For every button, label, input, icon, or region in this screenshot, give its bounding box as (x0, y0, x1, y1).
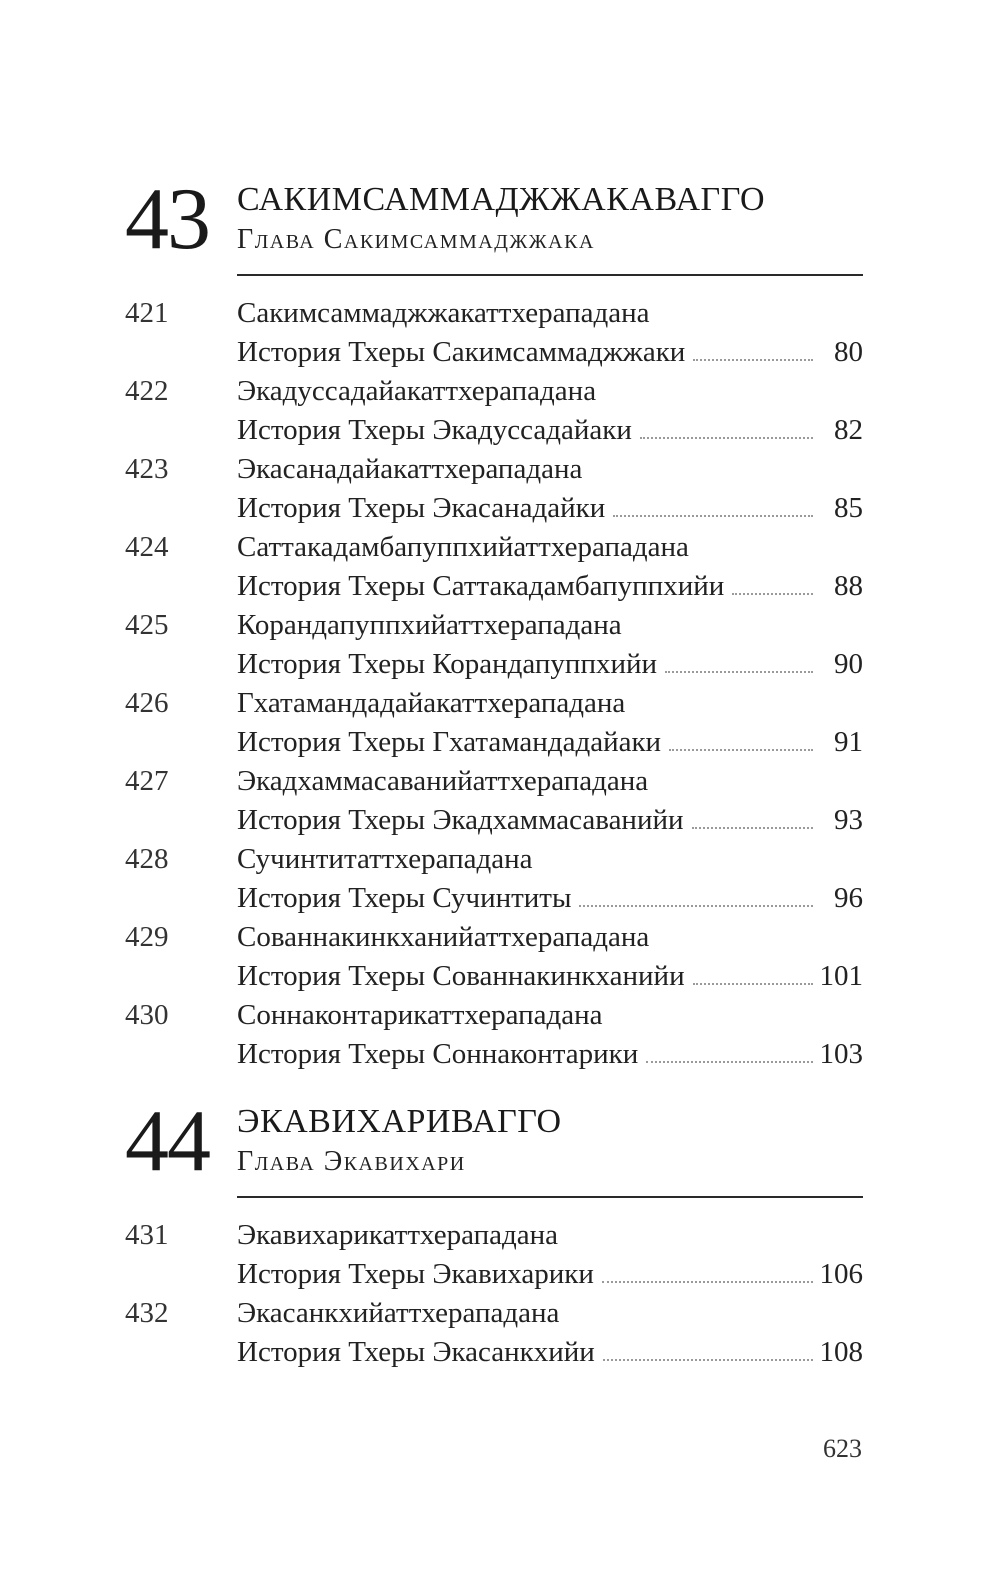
dot-leader (665, 645, 813, 673)
entry-pali-title: Гхатамандадайакаттхерападана (237, 687, 626, 719)
entry-list (125, 1216, 863, 1372)
chapter-divider (237, 1196, 863, 1198)
toc-entry[interactable] (125, 1294, 863, 1372)
entry-number: 427 (125, 765, 169, 797)
entry-number: 422 (125, 375, 169, 407)
toc-entry[interactable] (125, 684, 863, 762)
entry-pali-title: Экадуссадайакаттхерападана (237, 375, 597, 407)
dot-leader (579, 879, 813, 907)
chapter-number: 43 (125, 171, 209, 268)
entry-number: 424 (125, 531, 169, 563)
entry-number: 429 (125, 921, 169, 953)
entry-russian-title: История Тхеры Экадхаммасаванийи (237, 804, 684, 836)
entry-page-number: 82 (834, 414, 863, 446)
dot-leader (692, 801, 813, 829)
toc-entry[interactable] (125, 1216, 863, 1294)
entry-russian-title: История Тхеры Экавихарики (237, 1258, 594, 1290)
entry-number: 426 (125, 687, 169, 719)
toc-entry[interactable] (125, 918, 863, 996)
entry-number: 430 (125, 999, 169, 1031)
dot-leader (646, 1035, 813, 1063)
entry-number: 421 (125, 297, 169, 329)
entry-pali-title: Соннаконтарикаттхерападана (237, 999, 603, 1031)
dot-leader (602, 1255, 813, 1283)
entry-page-number: 85 (834, 492, 863, 524)
entry-page-number: 96 (834, 882, 863, 914)
entry-russian-title: История Тхеры Сакимсаммаджжаки (237, 336, 686, 368)
entry-pali-title: Сучинтитаттхерападана (237, 843, 533, 875)
entry-number: 432 (125, 1297, 169, 1329)
entry-russian-title: История Тхеры Сучинтиты (237, 882, 572, 914)
toc-entry[interactable] (125, 372, 863, 450)
entry-russian-title: История Тхеры Сованнакинкханийи (237, 960, 685, 992)
toc-entry[interactable] (125, 840, 863, 918)
chapter-pali-title: САКИМСАММАДЖЖАКАВАГГО (237, 181, 766, 218)
entry-page-number: 108 (819, 1336, 863, 1368)
chapter-header (125, 171, 863, 274)
entry-list (125, 294, 863, 1074)
chapter-43 (125, 171, 863, 1074)
chapter-russian-title: Глава Сакимсаммаджжака (237, 224, 595, 255)
entry-russian-title: История Тхеры Гхатамандадайаки (237, 726, 662, 758)
entry-pali-title: Сованнакинкханийаттхерападана (237, 921, 650, 953)
entry-russian-title: История Тхеры Экасанадайки (237, 492, 606, 524)
toc-entry[interactable] (125, 294, 863, 372)
entry-page-number: 80 (834, 336, 863, 368)
toc-entry[interactable] (125, 606, 863, 684)
entry-page-number: 106 (819, 1258, 863, 1290)
entry-pali-title: Экадхаммасаванийаттхерападана (237, 765, 649, 797)
entry-russian-title: История Тхеры Экадуссадайаки (237, 414, 632, 446)
entry-russian-title: История Тхеры Саттакадамбапуппхийи (237, 570, 725, 602)
entry-number: 425 (125, 609, 169, 641)
toc-entry[interactable] (125, 996, 863, 1074)
entry-pali-title: Сакимсаммаджжакаттхерападана (237, 297, 650, 329)
entry-page-number: 103 (819, 1038, 863, 1070)
entry-russian-title: История Тхеры Соннаконтарики (237, 1038, 639, 1070)
chapter-divider (237, 274, 863, 276)
entry-page-number: 88 (834, 570, 863, 602)
entry-page-number: 91 (834, 726, 863, 758)
entry-pali-title: Экасанадайакаттхерападана (237, 453, 583, 485)
entry-page-number: 101 (819, 960, 863, 992)
toc-entry[interactable] (125, 528, 863, 606)
dot-leader (732, 567, 813, 595)
dot-leader (603, 1333, 813, 1361)
entry-page-number: 93 (834, 804, 863, 836)
dot-leader (640, 411, 813, 439)
entry-page-number: 90 (834, 648, 863, 680)
chapter-russian-title: Глава Экавихари (237, 1146, 466, 1177)
entry-russian-title: История Тхеры Экасанкхийи (237, 1336, 595, 1368)
chapter-header (125, 1093, 863, 1196)
entry-russian-title: История Тхеры Корандапуппхийи (237, 648, 658, 680)
entry-pali-title: Экасанкхийаттхерападана (237, 1297, 560, 1329)
chapter-number: 44 (125, 1093, 209, 1190)
chapter-44 (125, 1093, 863, 1372)
toc-entry[interactable] (125, 450, 863, 528)
entry-pali-title: Экавихарикаттхерападана (237, 1219, 559, 1251)
dot-leader (693, 333, 813, 361)
entry-number: 431 (125, 1219, 169, 1251)
entry-number: 428 (125, 843, 169, 875)
entry-pali-title: Саттакадамбапуппхийаттхерападана (237, 531, 689, 563)
entry-number: 423 (125, 453, 169, 485)
toc-entry[interactable] (125, 762, 863, 840)
page-number: 623 (823, 1434, 862, 1463)
dot-leader (613, 489, 813, 517)
chapter-pali-title: ЭКАВИХАРИВАГГО (237, 1103, 562, 1140)
dot-leader (693, 957, 813, 985)
entry-pali-title: Корандапуппхийаттхерападана (237, 609, 622, 641)
dot-leader (669, 723, 813, 751)
